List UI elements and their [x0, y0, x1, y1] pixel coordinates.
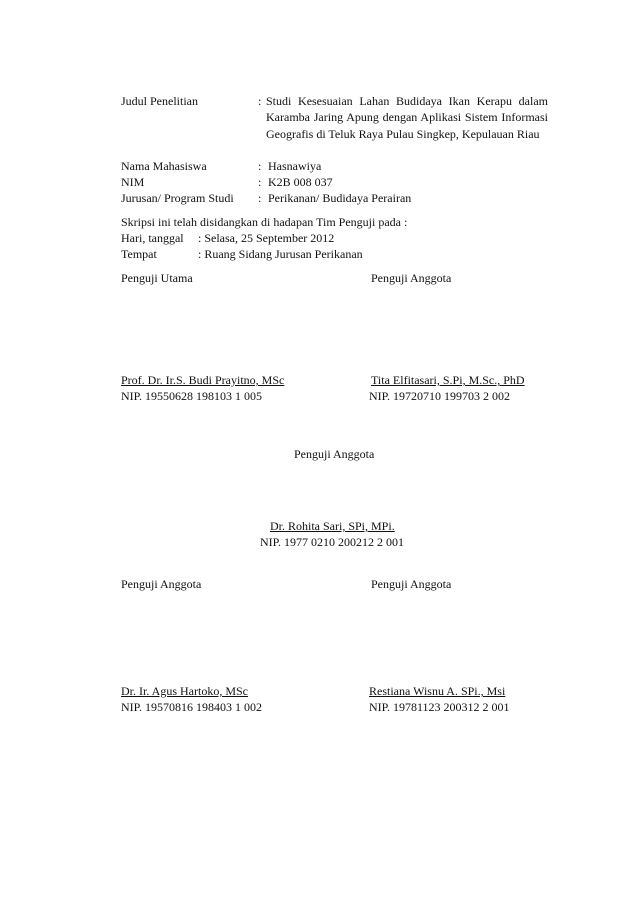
hari-label: Hari, tanggal — [121, 231, 184, 245]
nama-label: Nama Mahasiswa — [121, 159, 207, 173]
examiner-name: Prof. Dr. Ir.S. Budi Prayitno, MSc — [121, 373, 285, 387]
nama-colon: : — [258, 159, 262, 173]
examiner-nip: NIP. 19550628 198103 1 005 — [121, 389, 263, 403]
jurusan-value: Perikanan/ Budidaya Perairan — [268, 191, 412, 205]
examiner-role: Penguji Utama — [121, 271, 193, 285]
judul-label: Judul Penelitian — [121, 94, 198, 108]
examiner-nip: NIP. 19781123 200312 2 001 — [369, 700, 510, 714]
hari-value: : Selasa, 25 September 2012 — [198, 231, 335, 245]
examiner-name: Dr. Rohita Sari, SPi, MPi. — [270, 519, 395, 533]
examiner-nip: NIP. 19570816 198403 1 002 — [121, 700, 263, 714]
tempat-value: : Ruang Sidang Jurusan Perikanan — [198, 247, 363, 261]
examiner-role: Penguji Anggota — [371, 577, 452, 591]
judul-colon: : — [258, 94, 262, 108]
examiner-role: Penguji Anggota — [121, 577, 202, 591]
sidang-intro: Skripsi ini telah disidangkan di hadapan Tim Penguji pada : — [121, 215, 408, 229]
nim-colon: : — [258, 175, 262, 189]
tempat-label: Tempat — [121, 247, 157, 261]
nama-value: Hasnawiya — [268, 159, 322, 173]
nim-value: K2B 008 037 — [268, 175, 333, 189]
examiner-role: Penguji Anggota — [294, 447, 375, 461]
examiner-name: Dr. Ir. Agus Hartoko, MSc — [121, 684, 248, 698]
jurusan-label: Jurusan/ Program Studi — [121, 191, 234, 205]
nim-label: NIM — [121, 175, 145, 189]
examiner-role: Penguji Anggota — [371, 271, 452, 285]
jurusan-colon: : — [258, 191, 262, 205]
examiner-name: Tita Elfitasari, S.Pi, M.Sc., PhD — [371, 373, 525, 387]
examiner-nip: NIP. 19720710 199703 2 002 — [369, 389, 511, 403]
examiner-nip: NIP. 1977 0210 200212 2 001 — [260, 535, 405, 549]
examiner-name: Restiana Wisnu A. SPi., Msi — [369, 684, 506, 698]
judul-value: Studi Kesesuaian Lahan Budidaya Ikan Kerapu dalam Karamba Jaring Apung dengan Aplikasi Sistem Informasi Geografis di Teluk Raya Pulau Singkep, Kepulauan Riau — [266, 94, 548, 141]
